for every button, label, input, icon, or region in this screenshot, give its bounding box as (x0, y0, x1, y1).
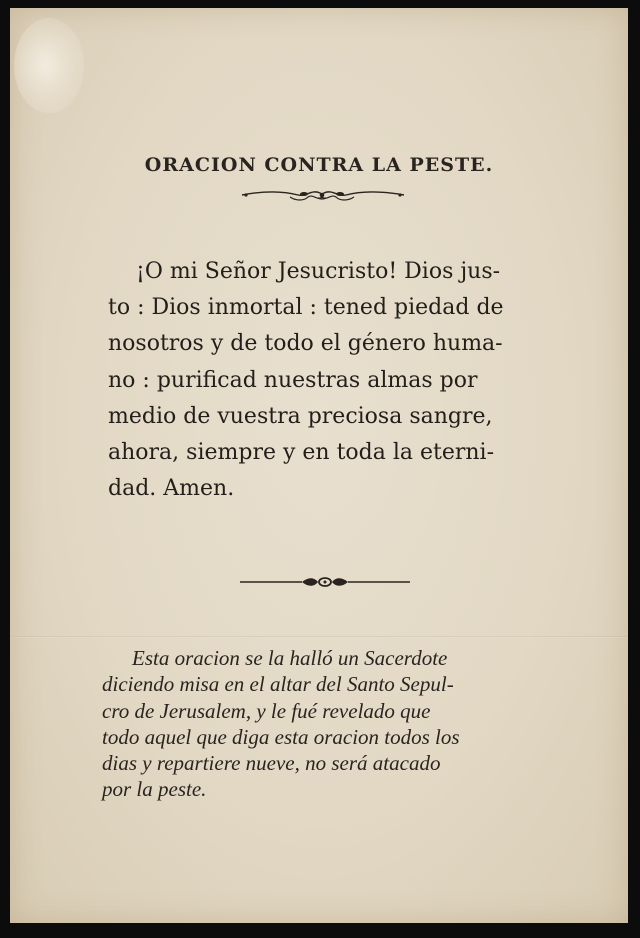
top-ornament-flourish (238, 185, 408, 205)
prayer-line: no : purificad nuestras almas por (108, 367, 478, 393)
note-line: diciendo misa en el altar del Santo Sepul- (102, 672, 454, 697)
note-line: cro de Jerusalem, y le fué revelado que (102, 698, 431, 723)
divider-ornament (238, 572, 412, 592)
prayer-line: to : Dios inmortal : tened piedad de (108, 295, 504, 321)
note-line: por la peste. (102, 777, 207, 802)
note-line: dias y repartiere nueve, no será atacado (102, 751, 441, 776)
prayer-line: dad. Amen. (108, 476, 235, 502)
prayer-line: ahora, siempre y en toda la eterni- (108, 440, 495, 466)
prayer-title: ORACION CONTRA LA PESTE. (144, 154, 494, 176)
prayer-line: ¡O mi Señor Jesucristo! Dios jus- (136, 259, 501, 284)
fold-line (10, 636, 628, 638)
prayer-line: medio de vuestra preciosa sangre, (108, 403, 493, 429)
paper-stain (14, 18, 84, 113)
printed-sheet (10, 8, 628, 923)
prayer-line: nosotros y de todo el género huma- (108, 331, 503, 357)
note-line: todo aquel que diga esta oracion todos los (102, 724, 460, 749)
note-line: Esta oracion se la halló un Sacerdote (132, 646, 448, 670)
note-text (102, 645, 562, 803)
prayer-text (108, 254, 548, 507)
